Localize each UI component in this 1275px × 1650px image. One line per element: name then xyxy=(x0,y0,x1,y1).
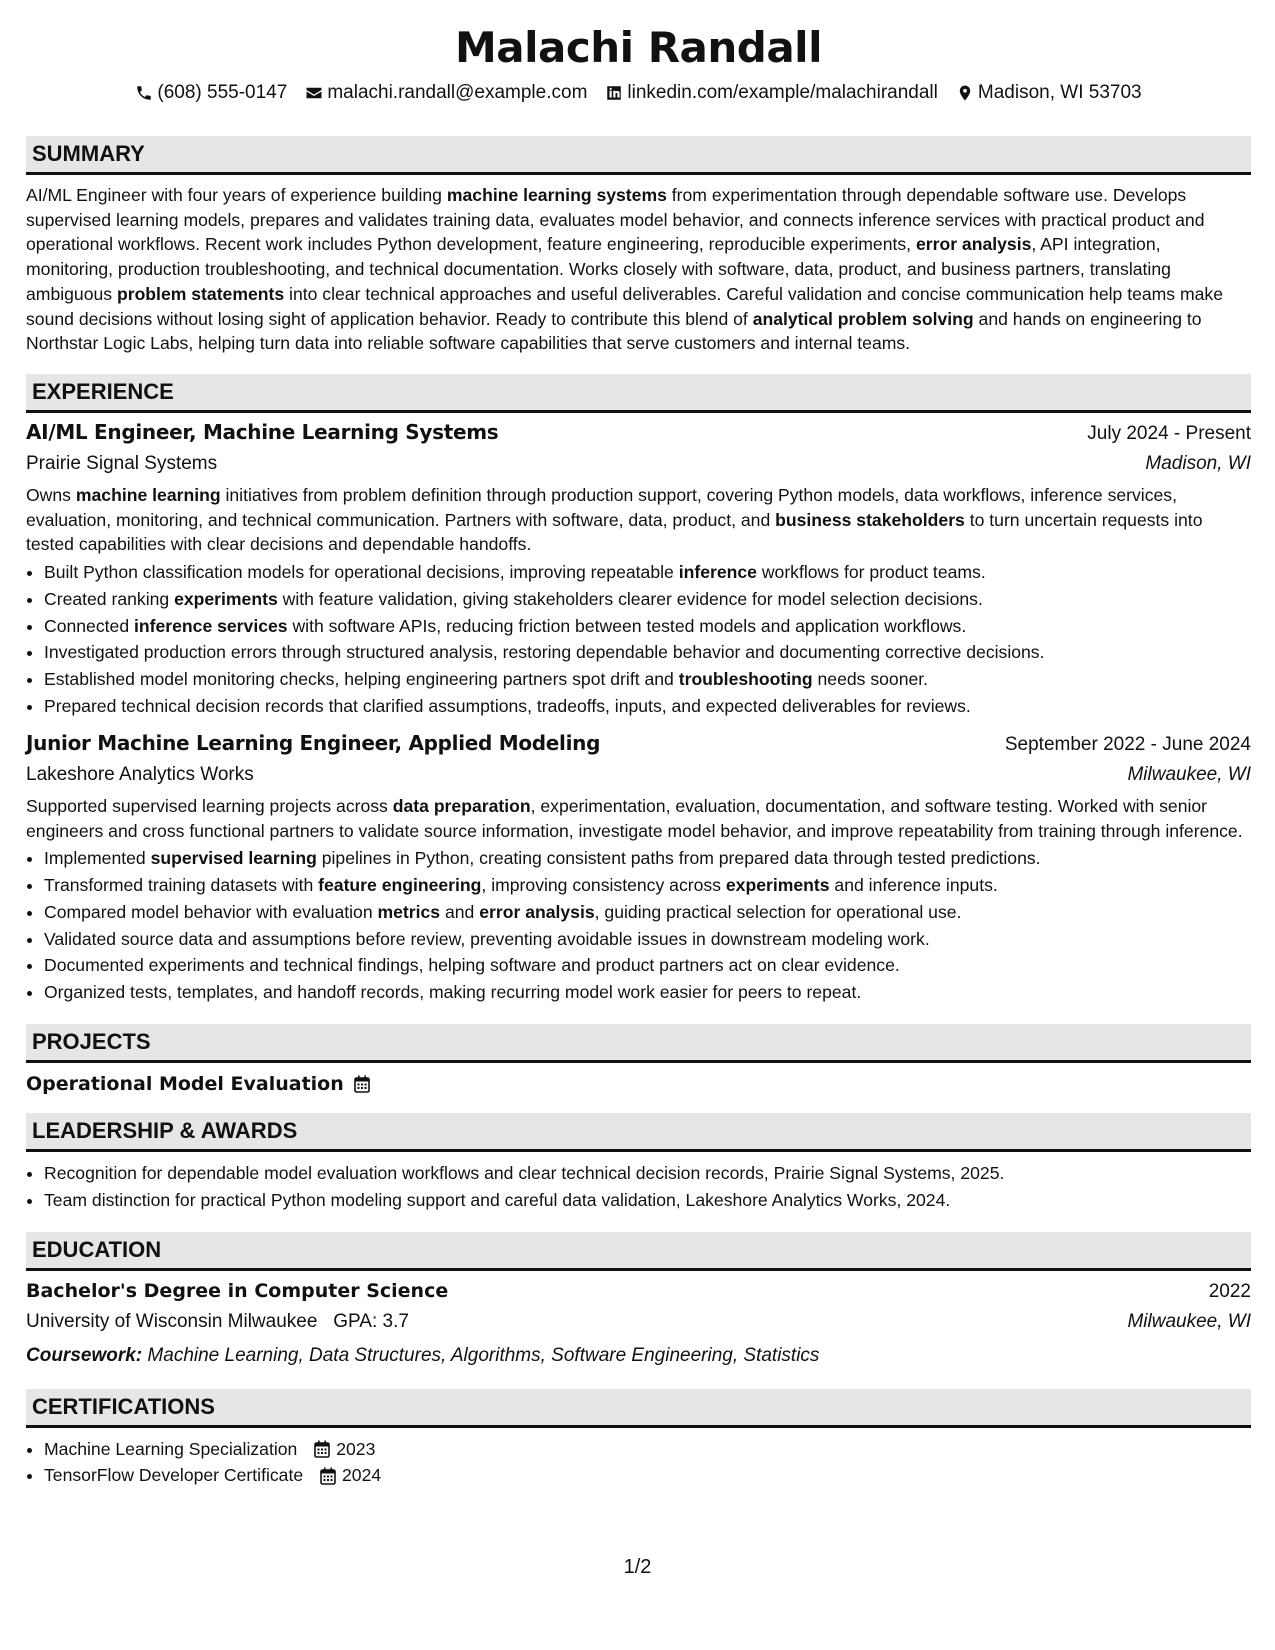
list-item: • Established model monitoring checks, helping engineering partners spot drift and troubleshooting needs sooner. xyxy=(44,666,1251,693)
list-item xyxy=(44,1462,1251,1489)
section-heading: EDUCATION xyxy=(26,1232,1251,1271)
envelope-icon xyxy=(305,84,323,102)
job-description: Supported supervised learning projects across data preparation, experimentation, evaluation, documentation, and software testing. Worked with senior engineers and cross functional partners to validate source information, investigate model behavior, and improve repeatability from training through inference. xyxy=(26,795,1243,841)
cert-year: 2023 xyxy=(336,1438,376,1459)
job-title: AI/ML Engineer, Machine Learning Systems xyxy=(26,419,499,444)
section-heading: EXPERIENCE xyxy=(26,374,1251,413)
cert-name: • TensorFlow Developer Certificate xyxy=(44,1465,304,1486)
education-section xyxy=(26,1232,1251,1371)
contact-phone[interactable] xyxy=(135,80,287,106)
contact-location xyxy=(956,80,1142,106)
linkedin-icon xyxy=(605,84,623,102)
location-text: Madison, WI 53703 xyxy=(977,82,1142,103)
phone-icon xyxy=(135,84,153,102)
list-item: • Investigated production errors through structured analysis, restoring dependable behavior and documenting corrective decisions. xyxy=(44,639,1251,666)
calendar-icon xyxy=(314,1440,330,1458)
section-heading: PROJECTS xyxy=(26,1024,1251,1063)
email-text: malachi.randall@example.com xyxy=(327,82,588,103)
phone-text: (608) 555-0147 xyxy=(157,82,288,103)
list-item: • Prepared technical decision records that clarified assumptions, tradeoffs, inputs, and expected deliverables for reviews. xyxy=(44,693,1251,720)
list-item: • Built Python classification models for operational decisions, improving repeatable inference workflows for product teams. xyxy=(44,559,1251,586)
school-name: University of Wisconsin Milwaukee xyxy=(26,1310,318,1332)
projects-section xyxy=(26,1024,1251,1095)
contact-linkedin[interactable] xyxy=(605,80,938,106)
job-title: Junior Machine Learning Engineer, Applied Modeling xyxy=(26,730,601,755)
job-dates: July 2024 - Present xyxy=(1087,422,1251,444)
list-item: • Connected inference services with software APIs, reducing friction between tested models and application workflows. xyxy=(44,613,1251,640)
cert-list xyxy=(26,1436,1251,1490)
calendar-icon xyxy=(354,1075,370,1093)
section-heading: SUMMARY xyxy=(26,136,1251,175)
gpa: GPA: 3.7 xyxy=(333,1310,409,1332)
job-bullets xyxy=(26,845,1251,1006)
resume-page xyxy=(26,22,1251,1489)
project-entry xyxy=(26,1073,1251,1095)
list-item: • Organized tests, templates, and handoff records, making recurring model work easier for peers to repeat. xyxy=(44,979,1251,1006)
summary-section xyxy=(26,136,1251,356)
graduation-year: 2022 xyxy=(1208,1280,1251,1302)
job-description: Owns machine learning initiatives from problem definition through production support, covering Python models, data workflows, inference services, evaluation, monitoring, and technical communication. Partners with software, data, product, and business stakeholders to turn uncertain requests into tested capabilities with clear decisions and dependable handoffs. xyxy=(26,484,1203,555)
map-pin-icon xyxy=(956,84,974,102)
job-entry xyxy=(26,417,1251,720)
job-dates: September 2022 - June 2024 xyxy=(1004,733,1251,755)
list-item: • Documented experiments and technical findings, helping software and product partners act on clear evidence. xyxy=(44,952,1251,979)
list-item: • Transformed training datasets with feature engineering, improving consistency across experiments and inference inputs. xyxy=(44,872,1251,899)
list-item: • Team distinction for practical Python modeling support and careful data validation, Lakeshore Analytics Works, 2024. xyxy=(44,1187,1251,1214)
linkedin-text: linkedin.com/example/malachirandall xyxy=(627,82,938,103)
coursework-label: Coursework: xyxy=(26,1344,143,1366)
project-title: Operational Model Evaluation xyxy=(26,1073,344,1095)
summary-text: AI/ML Engineer with four years of experience building machine learning systems from experimentation through dependable software use. Develops supervised learning models, prepares and validates training data, evaluates model behavior, and connects inference services with practical product and operational workflows. Recent work includes Python development, feature engineering, reproducible experiments, error analysis, API integration, monitoring, production troubleshooting, and technical documentation. Works closely with software, data, product, and business partners, translating ambiguous problem statements into clear technical approaches and useful deliverables. Careful validation and concise communication help teams make sound decisions without losing sight of application behavior. Ready to contribute this blend of analytical problem solving and hands on engineering to Northstar Logic Labs, helping turn data into reliable software capabilities that serve customers and internal teams. xyxy=(26,185,1224,354)
school-location: Milwaukee, WI xyxy=(1127,1310,1251,1332)
job-bullets xyxy=(26,559,1251,720)
list-item: • Implemented supervised learning pipelines in Python, creating consistent paths from prepared data through tested predictions. xyxy=(44,845,1251,872)
list-item: • Validated source data and assumptions before review, preventing avoidable issues in downstream modeling work. xyxy=(44,926,1251,953)
job-company: Lakeshore Analytics Works xyxy=(26,763,254,785)
job-location: Madison, WI xyxy=(1145,452,1251,474)
section-heading: LEADERSHIP & AWARDS xyxy=(26,1113,1251,1152)
leadership-section xyxy=(26,1113,1251,1214)
certifications-section xyxy=(26,1389,1251,1490)
degree-title: Bachelor's Degree in Computer Science xyxy=(26,1279,449,1302)
page-number: 1/2 xyxy=(623,1556,652,1578)
award-list xyxy=(26,1160,1251,1214)
contact-email[interactable] xyxy=(305,80,587,106)
job-entry xyxy=(26,728,1251,1006)
coursework-list: Machine Learning, Data Structures, Algorithms, Software Engineering, Statistics xyxy=(142,1344,820,1366)
list-item: • Recognition for dependable model evaluation workflows and clear technical decision records, Prairie Signal Systems, 2025. xyxy=(44,1160,1251,1187)
section-heading: CERTIFICATIONS xyxy=(26,1389,1251,1428)
coursework xyxy=(26,1341,1251,1371)
school-line xyxy=(26,1307,409,1337)
calendar-icon xyxy=(320,1467,336,1485)
job-location: Milwaukee, WI xyxy=(1127,763,1251,785)
experience-section xyxy=(26,374,1251,1006)
contact-bar xyxy=(26,80,1251,106)
cert-year: 2024 xyxy=(342,1465,382,1486)
job-company: Prairie Signal Systems xyxy=(26,452,218,474)
list-item: • Created ranking experiments with feature validation, giving stakeholders clearer evidence for model selection decisions. xyxy=(44,586,1251,613)
list-item: • Compared model behavior with evaluation metrics and error analysis, guiding practical selection for operational use. xyxy=(44,899,1251,926)
cert-name: • Machine Learning Specialization xyxy=(44,1438,298,1459)
candidate-name: Malachi Randall xyxy=(455,23,822,72)
list-item xyxy=(44,1436,1251,1463)
